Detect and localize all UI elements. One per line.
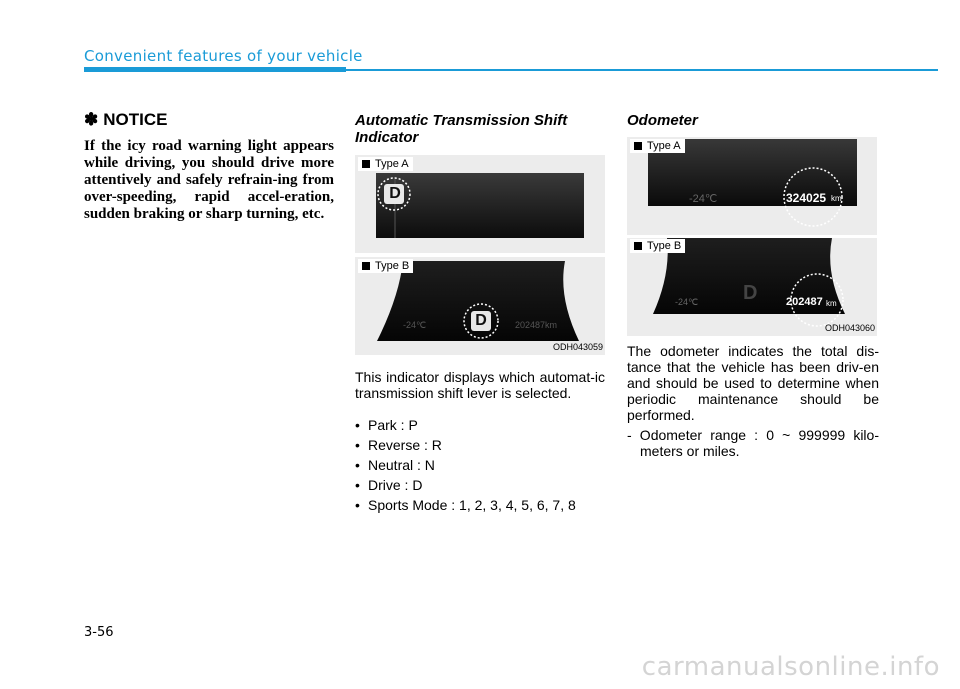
type-b-odometer-value: 202487 bbox=[786, 296, 823, 308]
type-b-label bbox=[630, 239, 685, 253]
type-b-label-text: Type B bbox=[375, 260, 410, 272]
type-a-odometer-value: 324025 bbox=[786, 191, 827, 205]
square-bullet-icon bbox=[634, 142, 642, 150]
square-bullet-icon bbox=[362, 160, 370, 168]
shift-figure-type-b bbox=[355, 257, 605, 355]
notice-title: NOTICE bbox=[103, 110, 168, 129]
figure-code: ODH043059 bbox=[552, 342, 603, 352]
notice-block bbox=[84, 110, 334, 223]
header-accent-bar bbox=[84, 67, 346, 72]
type-a-label-text: Type A bbox=[375, 158, 409, 170]
type-a-odometer-unit: km bbox=[831, 194, 842, 203]
type-b-label bbox=[358, 259, 413, 273]
shift-indicator-title: Automatic Transmission Shift Indicator bbox=[355, 112, 568, 146]
square-bullet-icon bbox=[362, 262, 370, 270]
type-a-gear-letter: D bbox=[389, 185, 401, 202]
type-a-label-text: Type A bbox=[647, 140, 681, 152]
list-item: • Sports Mode : 1, 2, 3, 4, 5, 6, 7, 8 bbox=[355, 497, 605, 513]
odometer-figure-type-b bbox=[627, 238, 877, 336]
notice-heading bbox=[84, 110, 334, 130]
odometer-description: The odometer indicates the total dis-tance that the vehicle has been driv-en and should be used to determine when periodic maintenance should be performed. bbox=[627, 343, 879, 423]
odometer-text bbox=[627, 343, 879, 459]
type-b-odometer-unit: km bbox=[826, 299, 837, 308]
notice-body: If the icy road warning light appears while driving, you should drive more attentively and safely refrain-ing from over-speeding, rapid accel-eration, sudden braking or sharp turning, etc. bbox=[84, 138, 334, 222]
list-item: • Reverse : R bbox=[355, 437, 605, 453]
page-number: 3-56 bbox=[84, 625, 114, 640]
shift-indicator-text bbox=[355, 369, 605, 517]
type-b-odometer: 202487km bbox=[515, 320, 558, 330]
section-header-title: Convenient features of your vehicle bbox=[84, 47, 363, 65]
odometer-figure-type-a bbox=[627, 137, 877, 235]
list-item: • Drive : D bbox=[355, 477, 605, 493]
shift-indicator-description: This indicator displays which automat-ic transmission shift lever is selected. bbox=[355, 369, 605, 401]
type-b-gear-letter: D bbox=[743, 282, 758, 304]
type-a-temperature: -24℃ bbox=[689, 193, 718, 205]
type-b-label-text: Type B bbox=[647, 240, 682, 252]
type-b-temperature: -24℃ bbox=[403, 320, 427, 330]
shift-indicator-section bbox=[355, 112, 605, 146]
list-item: • Park : P bbox=[355, 417, 605, 433]
odometer-title: Odometer bbox=[627, 112, 698, 129]
type-a-label bbox=[358, 157, 413, 171]
header-rule bbox=[346, 69, 938, 71]
odometer-section bbox=[627, 112, 879, 129]
watermark: carmanualsonline.info bbox=[641, 652, 940, 682]
shift-figure-type-a bbox=[355, 155, 605, 253]
square-bullet-icon bbox=[634, 242, 642, 250]
gear-list bbox=[355, 417, 605, 513]
list-item: • Neutral : N bbox=[355, 457, 605, 473]
type-b-gear-letter: D bbox=[475, 312, 487, 329]
figure-code: ODH043060 bbox=[824, 323, 875, 333]
type-a-label bbox=[630, 139, 685, 153]
type-b-temperature: -24℃ bbox=[675, 297, 699, 307]
notice-star-icon: ✽ bbox=[84, 110, 99, 129]
odometer-range: - Odometer range : 0 ~ 999999 kilo-meters or miles. bbox=[627, 427, 879, 459]
